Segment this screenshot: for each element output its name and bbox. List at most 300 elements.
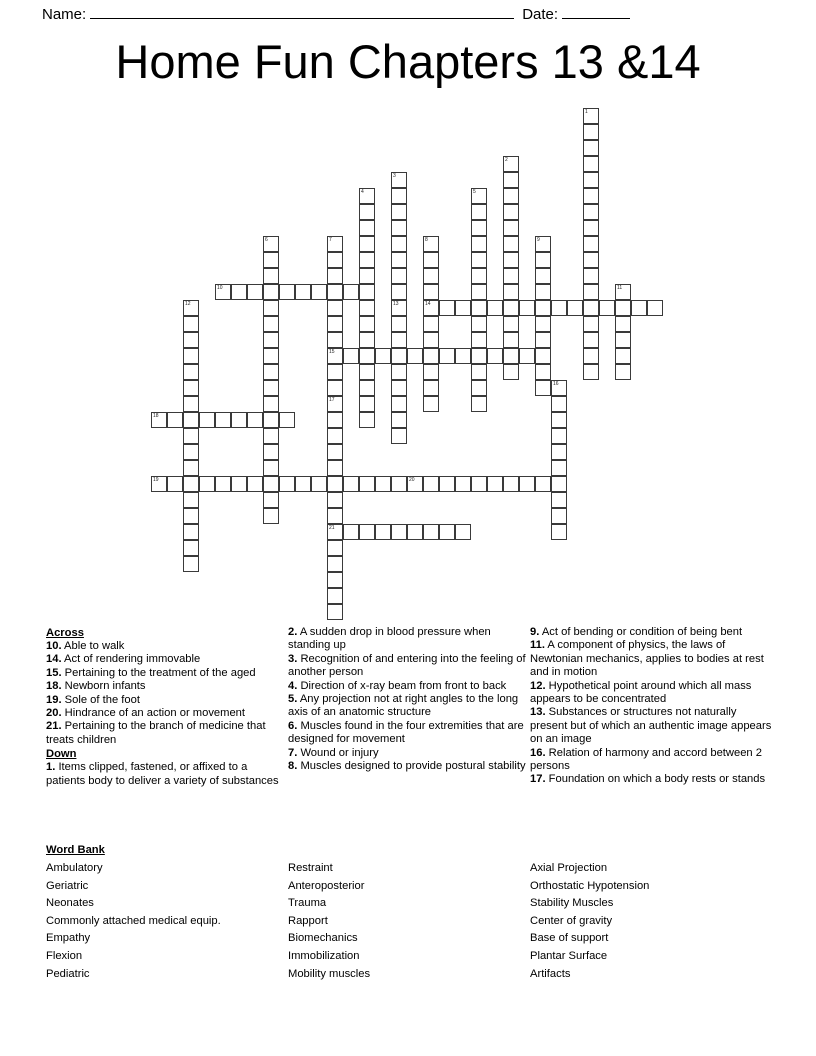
crossword-cell[interactable] (327, 540, 343, 556)
crossword-cell[interactable] (327, 316, 343, 332)
crossword-cell[interactable] (615, 332, 631, 348)
crossword-cell[interactable] (535, 476, 551, 492)
crossword-cell[interactable] (471, 284, 487, 300)
crossword-cell[interactable] (183, 332, 199, 348)
crossword-cell[interactable] (151, 412, 167, 428)
crossword-cell[interactable] (375, 524, 391, 540)
crossword-cell[interactable] (615, 316, 631, 332)
crossword-cell[interactable] (391, 412, 407, 428)
crossword-cell[interactable] (647, 300, 663, 316)
crossword-cell[interactable] (359, 412, 375, 428)
crossword-cell[interactable] (407, 348, 423, 364)
crossword-cell[interactable] (311, 284, 327, 300)
crossword-cell[interactable] (279, 284, 295, 300)
crossword-cell[interactable] (263, 476, 279, 492)
crossword-cell[interactable] (471, 380, 487, 396)
crossword-cell[interactable] (327, 300, 343, 316)
crossword-cell[interactable] (583, 284, 599, 300)
word-bank-column-3 (530, 860, 780, 983)
crossword-grid[interactable] (0, 104, 816, 614)
crossword-cell[interactable] (503, 204, 519, 220)
crossword-cell[interactable] (407, 476, 423, 492)
crossword-cell[interactable] (439, 300, 455, 316)
crossword-cell[interactable] (327, 588, 343, 604)
crossword-cell[interactable] (183, 492, 199, 508)
clue-text: Hypothetical point around which all mass appears to be concentrated (530, 679, 752, 706)
date-label: Date: (522, 6, 559, 23)
crossword-cell-number: 19 (153, 477, 159, 483)
crossword-cell[interactable] (519, 300, 535, 316)
crossword-cell[interactable] (439, 524, 455, 540)
crossword-cell[interactable] (391, 428, 407, 444)
clue-text: A sudden drop in blood pressure when standing up (288, 626, 491, 652)
crossword-cell[interactable] (583, 156, 599, 172)
crossword-cell[interactable] (359, 396, 375, 412)
clue-item (46, 667, 284, 680)
clue-number: 18. (46, 680, 62, 693)
crossword-cell[interactable] (535, 348, 551, 364)
crossword-cell[interactable] (535, 268, 551, 284)
word-bank-item: Empathy (46, 932, 91, 945)
crossword-cell[interactable] (567, 300, 583, 316)
crossword-cell[interactable] (359, 236, 375, 252)
crossword-cell[interactable] (215, 412, 231, 428)
crossword-cell[interactable] (327, 252, 343, 268)
crossword-cell[interactable] (423, 476, 439, 492)
crossword-cell[interactable] (359, 220, 375, 236)
crossword-cell[interactable] (359, 284, 375, 300)
crossword-cell[interactable] (455, 348, 471, 364)
crossword-cell[interactable] (391, 380, 407, 396)
crossword-cell[interactable] (583, 124, 599, 140)
crossword-cell[interactable] (215, 476, 231, 492)
crossword-cell[interactable] (327, 412, 343, 428)
name-date-header (0, 0, 816, 26)
crossword-cell-number: 5 (473, 189, 476, 195)
crossword-cell[interactable] (263, 364, 279, 380)
crossword-cell-number: 18 (153, 413, 159, 419)
crossword-cell[interactable] (503, 476, 519, 492)
crossword-cell[interactable] (263, 460, 279, 476)
crossword-cell[interactable] (263, 444, 279, 460)
crossword-cell[interactable] (343, 524, 359, 540)
crossword-cell[interactable] (583, 220, 599, 236)
clue-text: Any projection not at right angles to the long axis of an anatomic structure (288, 693, 519, 719)
crossword-cell[interactable] (583, 348, 599, 364)
crossword-cell[interactable] (183, 444, 199, 460)
crossword-cell[interactable] (471, 396, 487, 412)
word-bank-column-2 (288, 860, 528, 983)
crossword-cell[interactable] (423, 348, 439, 364)
crossword-cell[interactable] (311, 476, 327, 492)
crossword-cell[interactable] (503, 284, 519, 300)
crossword-cell-number: 10 (217, 285, 223, 291)
crossword-cell[interactable] (535, 380, 551, 396)
crossword-cell[interactable] (327, 332, 343, 348)
crossword-cell[interactable] (343, 348, 359, 364)
crossword-cell[interactable] (503, 156, 519, 172)
crossword-cell-number: 9 (537, 237, 540, 243)
crossword-cell[interactable] (295, 476, 311, 492)
crossword-cell[interactable] (615, 348, 631, 364)
crossword-cell[interactable] (263, 412, 279, 428)
crossword-cell[interactable] (455, 476, 471, 492)
crossword-cell[interactable] (359, 364, 375, 380)
crossword-cell[interactable] (167, 476, 183, 492)
crossword-cell[interactable] (183, 300, 199, 316)
clue-item (288, 693, 526, 720)
crossword-cell[interactable] (263, 332, 279, 348)
crossword-cell[interactable] (407, 524, 423, 540)
crossword-cell[interactable] (359, 252, 375, 268)
crossword-cell[interactable] (183, 476, 199, 492)
crossword-cell[interactable] (375, 476, 391, 492)
crossword-cell[interactable] (359, 380, 375, 396)
crossword-cell[interactable] (503, 268, 519, 284)
crossword-cell[interactable] (231, 476, 247, 492)
word-bank-item: Axial Projection (530, 862, 608, 874)
crossword-cell[interactable] (183, 428, 199, 444)
crossword-cell[interactable] (391, 396, 407, 412)
crossword-cell[interactable] (327, 444, 343, 460)
crossword-cell[interactable] (391, 332, 407, 348)
crossword-cell[interactable] (183, 396, 199, 412)
crossword-cell[interactable] (519, 476, 535, 492)
word-bank-item: Anteroposterior (288, 879, 365, 892)
crossword-cell[interactable] (263, 508, 279, 524)
crossword-cell[interactable] (519, 348, 535, 364)
crossword-cell[interactable] (615, 364, 631, 380)
crossword-cell[interactable] (247, 476, 263, 492)
crossword-cell[interactable] (359, 204, 375, 220)
crossword-cell[interactable] (359, 476, 375, 492)
crossword-cell[interactable] (375, 348, 391, 364)
clue-item (530, 639, 776, 679)
crossword-cell[interactable] (359, 332, 375, 348)
crossword-cell[interactable] (183, 364, 199, 380)
crossword-cell[interactable] (439, 476, 455, 492)
clue-item (530, 747, 776, 774)
crossword-cell[interactable] (471, 188, 487, 204)
word-bank-item: Immobilization (288, 949, 360, 962)
crossword-cell[interactable] (423, 364, 439, 380)
word-bank-item: Biomechanics (288, 932, 358, 945)
crossword-cell[interactable] (503, 364, 519, 380)
crossword-cell[interactable] (471, 252, 487, 268)
crossword-cell-number: 3 (393, 173, 396, 179)
crossword-cell[interactable] (183, 460, 199, 476)
crossword-cell[interactable] (487, 348, 503, 364)
crossword-cell[interactable] (535, 284, 551, 300)
crossword-cell[interactable] (183, 412, 199, 428)
crossword-cell[interactable] (327, 604, 343, 620)
clue-text: Able to walk (61, 640, 125, 652)
crossword-cell[interactable] (471, 236, 487, 252)
crossword-cell[interactable] (327, 428, 343, 444)
crossword-cell[interactable] (535, 300, 551, 316)
crossword-cell[interactable] (551, 380, 567, 396)
crossword-cell[interactable] (503, 252, 519, 268)
crossword-cell[interactable] (263, 300, 279, 316)
crossword-cell[interactable] (551, 476, 567, 492)
crossword-cell[interactable] (263, 316, 279, 332)
clue-number: 16. (530, 746, 546, 759)
crossword-cell[interactable] (343, 284, 359, 300)
word-bank-item: Plantar Surface (530, 949, 608, 962)
crossword-cell[interactable] (391, 300, 407, 316)
word-bank-item: Geriatric (46, 879, 89, 892)
crossword-cell[interactable] (359, 316, 375, 332)
crossword-cell[interactable] (359, 524, 375, 540)
crossword-cell[interactable] (583, 316, 599, 332)
crossword-cell[interactable] (551, 492, 567, 508)
crossword-cell[interactable] (583, 252, 599, 268)
word-bank-item: Ambulatory (46, 862, 103, 874)
crossword-cell[interactable] (487, 476, 503, 492)
crossword-cell[interactable] (503, 300, 519, 316)
crossword-cell[interactable] (327, 572, 343, 588)
crossword-cell[interactable] (423, 284, 439, 300)
crossword-cell[interactable] (167, 412, 183, 428)
crossword-cell[interactable] (423, 316, 439, 332)
crossword-cell[interactable] (439, 348, 455, 364)
crossword-cell[interactable] (551, 412, 567, 428)
crossword-cell[interactable] (471, 316, 487, 332)
crossword-cell[interactable] (535, 252, 551, 268)
crossword-cell[interactable] (583, 236, 599, 252)
crossword-cell[interactable] (391, 476, 407, 492)
crossword-cell[interactable] (151, 476, 167, 492)
crossword-cell[interactable] (343, 476, 359, 492)
clue-number: 11. (530, 639, 545, 652)
crossword-cell[interactable] (359, 300, 375, 316)
crossword-cell[interactable] (583, 332, 599, 348)
clue-item (288, 747, 526, 760)
crossword-cell[interactable] (471, 348, 487, 364)
crossword-cell[interactable] (391, 284, 407, 300)
crossword-cell[interactable] (183, 380, 199, 396)
crossword-cell[interactable] (551, 460, 567, 476)
crossword-cell[interactable] (471, 364, 487, 380)
crossword-cell[interactable] (391, 236, 407, 252)
word-bank-item: Flexion (46, 949, 83, 962)
crossword-cell[interactable] (503, 188, 519, 204)
word-bank-item: Trauma (288, 897, 327, 910)
clue-item (46, 653, 284, 666)
crossword-cell[interactable] (583, 172, 599, 188)
crossword-cell[interactable] (327, 508, 343, 524)
crossword-cell[interactable] (503, 316, 519, 332)
crossword-cell[interactable] (359, 348, 375, 364)
clue-number: 19. (46, 693, 62, 706)
crossword-cell[interactable] (391, 268, 407, 284)
crossword-cell[interactable] (263, 268, 279, 284)
crossword-cell[interactable] (183, 348, 199, 364)
crossword-cell[interactable] (263, 284, 279, 300)
crossword-cell[interactable] (423, 396, 439, 412)
clue-item (46, 707, 284, 720)
crossword-cell[interactable] (279, 412, 295, 428)
crossword-cell[interactable] (327, 524, 343, 540)
crossword-cell[interactable] (423, 300, 439, 316)
crossword-cell[interactable] (295, 284, 311, 300)
crossword-cell-number: 11 (617, 285, 623, 291)
name-label: Name: (42, 6, 87, 23)
crossword-cell[interactable] (263, 252, 279, 268)
crossword-cell[interactable] (471, 268, 487, 284)
crossword-cell[interactable] (327, 556, 343, 572)
crossword-cell[interactable] (551, 396, 567, 412)
crossword-cell[interactable] (535, 364, 551, 380)
clue-item (288, 653, 526, 680)
crossword-cell[interactable] (551, 444, 567, 460)
crossword-cell[interactable] (231, 412, 247, 428)
crossword-cell[interactable] (423, 252, 439, 268)
crossword-cell[interactable] (183, 316, 199, 332)
crossword-cell[interactable] (359, 188, 375, 204)
clue-text: Act of rendering immovable (61, 653, 201, 666)
clue-item (530, 626, 776, 639)
clue-text: Foundation on which a body rests or stands (545, 773, 766, 786)
crossword-cell[interactable] (247, 412, 263, 428)
crossword-cell[interactable] (487, 300, 503, 316)
word-bank-column-1 (46, 860, 286, 983)
crossword-cell[interactable] (327, 268, 343, 284)
crossword-cell[interactable] (423, 236, 439, 252)
date-write-line[interactable] (562, 4, 630, 19)
crossword-cell[interactable] (215, 284, 231, 300)
crossword-cell[interactable] (327, 236, 343, 252)
crossword-cell[interactable] (423, 524, 439, 540)
crossword-cell[interactable] (535, 236, 551, 252)
crossword-cell[interactable] (535, 316, 551, 332)
crossword-cell[interactable] (183, 540, 199, 556)
clue-text: Muscles found in the four extremities that are designed for movement (288, 719, 524, 746)
crossword-cell[interactable] (247, 284, 263, 300)
crossword-cell[interactable] (583, 188, 599, 204)
crossword-cell[interactable] (423, 332, 439, 348)
down-clue-list-part1 (46, 761, 284, 788)
crossword-cell[interactable] (327, 284, 343, 300)
crossword-cell[interactable] (423, 380, 439, 396)
crossword-cell[interactable] (391, 364, 407, 380)
crossword-cell[interactable] (551, 508, 567, 524)
crossword-cell[interactable] (455, 524, 471, 540)
crossword-cell[interactable] (615, 300, 631, 316)
crossword-cell[interactable] (263, 428, 279, 444)
crossword-cell[interactable] (231, 284, 247, 300)
crossword-cell[interactable] (327, 460, 343, 476)
crossword-cell[interactable] (327, 348, 343, 364)
clue-number: 6. (288, 719, 298, 732)
clue-column-left (46, 626, 284, 788)
crossword-cell[interactable] (455, 300, 471, 316)
clue-item (46, 720, 284, 747)
crossword-cell[interactable] (183, 508, 199, 524)
crossword-cell-number: 15 (329, 349, 335, 355)
crossword-cell[interactable] (471, 204, 487, 220)
crossword-cell[interactable] (391, 220, 407, 236)
crossword-cell[interactable] (199, 412, 215, 428)
crossword-cell[interactable] (359, 268, 375, 284)
crossword-cell[interactable] (615, 284, 631, 300)
crossword-cell[interactable] (471, 300, 487, 316)
crossword-cell[interactable] (551, 428, 567, 444)
clue-number: 8. (288, 760, 298, 773)
clue-number: 3. (288, 652, 298, 665)
crossword-cell[interactable] (183, 556, 199, 572)
crossword-cell[interactable] (423, 268, 439, 284)
crossword-cell[interactable] (263, 236, 279, 252)
crossword-cell[interactable] (327, 492, 343, 508)
clue-number: 20. (46, 707, 62, 720)
name-write-line[interactable] (90, 4, 514, 19)
crossword-cell[interactable] (551, 524, 567, 540)
word-bank-item: Rapport (288, 914, 328, 927)
crossword-cell-number: 12 (185, 301, 191, 307)
clue-item (288, 680, 526, 693)
crossword-cell[interactable] (535, 332, 551, 348)
crossword-cell[interactable] (391, 316, 407, 332)
down-heading: Down (46, 748, 77, 761)
crossword-cell[interactable] (183, 524, 199, 540)
clue-item (288, 720, 526, 747)
crossword-cell[interactable] (263, 396, 279, 412)
word-bank-item: Stability Muscles (530, 897, 614, 910)
crossword-cell[interactable] (583, 268, 599, 284)
crossword-cell[interactable] (391, 204, 407, 220)
crossword-cell[interactable] (263, 348, 279, 364)
crossword-cell[interactable] (583, 204, 599, 220)
crossword-cell[interactable] (503, 348, 519, 364)
crossword-cell[interactable] (391, 188, 407, 204)
crossword-cell[interactable] (503, 236, 519, 252)
crossword-cell[interactable] (583, 108, 599, 124)
crossword-cell[interactable] (503, 172, 519, 188)
crossword-cell[interactable] (327, 380, 343, 396)
across-clue-list (46, 640, 284, 747)
crossword-cell[interactable] (583, 300, 599, 316)
crossword-cell[interactable] (391, 252, 407, 268)
word-bank-item: Neonates (46, 897, 94, 910)
crossword-cell[interactable] (327, 396, 343, 412)
crossword-cell[interactable] (263, 492, 279, 508)
crossword-cell[interactable] (471, 220, 487, 236)
crossword-cell[interactable] (199, 476, 215, 492)
crossword-cell[interactable] (583, 140, 599, 156)
crossword-cell[interactable] (583, 364, 599, 380)
crossword-cell[interactable] (471, 332, 487, 348)
crossword-cell-number: 7 (329, 237, 332, 243)
crossword-cell[interactable] (263, 380, 279, 396)
crossword-cell[interactable] (631, 300, 647, 316)
crossword-cell[interactable] (599, 300, 615, 316)
crossword-cell[interactable] (327, 364, 343, 380)
crossword-cell[interactable] (503, 332, 519, 348)
crossword-cell[interactable] (391, 172, 407, 188)
crossword-cell[interactable] (391, 524, 407, 540)
word-bank-item: Artifacts (530, 967, 571, 980)
clue-column-middle (288, 626, 526, 773)
clues-section (0, 626, 816, 826)
crossword-cell[interactable] (327, 476, 343, 492)
crossword-cell[interactable] (503, 220, 519, 236)
crossword-cell[interactable] (279, 476, 295, 492)
crossword-cell[interactable] (471, 476, 487, 492)
crossword-cell-number: 14 (425, 301, 431, 307)
crossword-cell[interactable] (391, 348, 407, 364)
crossword-cell[interactable] (551, 300, 567, 316)
